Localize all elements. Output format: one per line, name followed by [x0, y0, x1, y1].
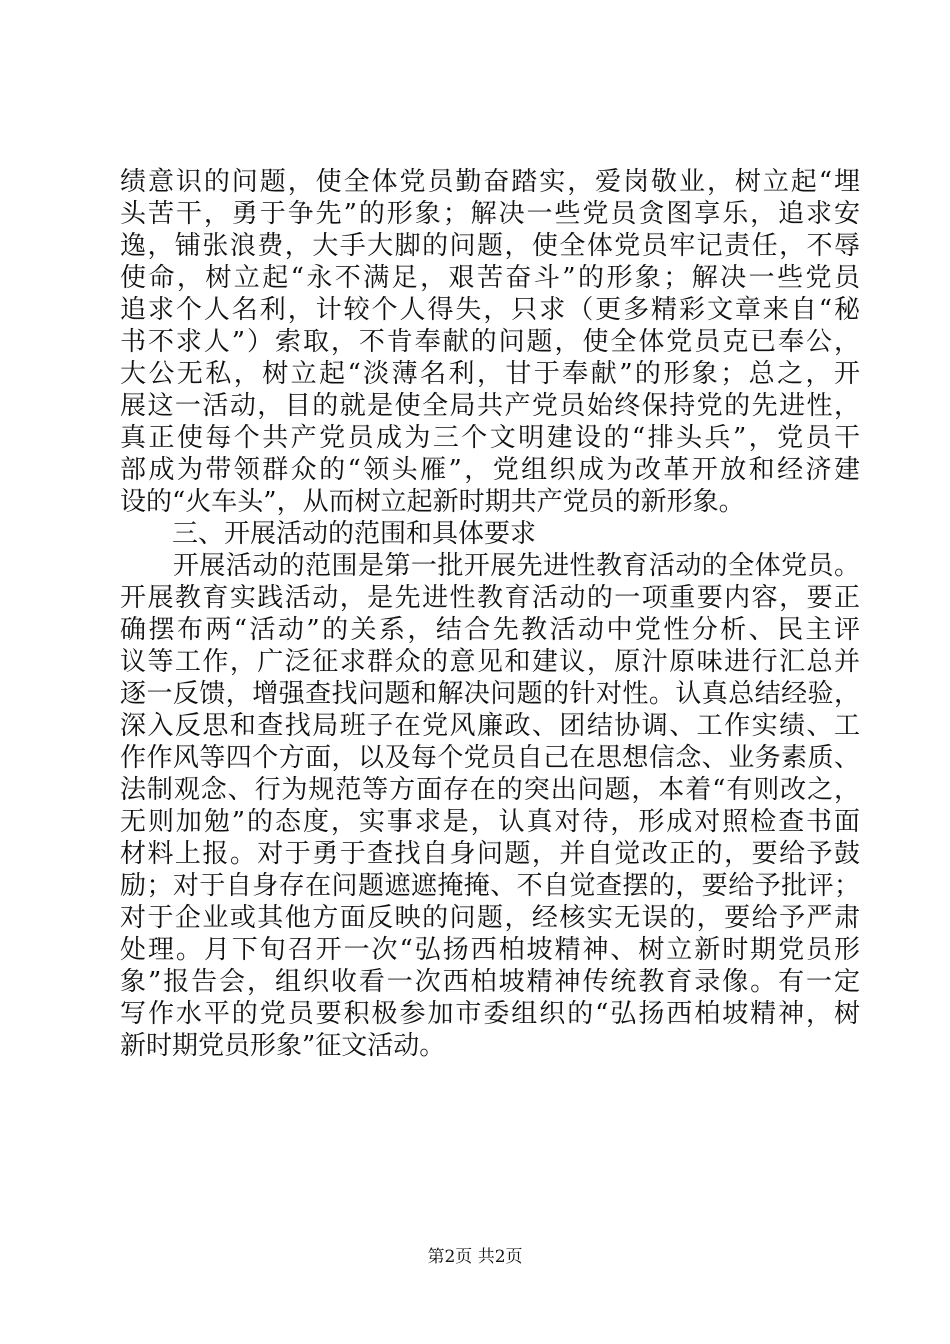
text-line: 励；对于自身存在问题遮遮掩掩、不自觉查摆的，要给予批评； [120, 871, 860, 901]
text-line: 开展教育实践活动，是先进性教育活动的一项重要内容，要正 [120, 583, 860, 613]
text-line: 头苦干，勇于争先”的形象；解决一些党员贪图享乐，追求安 [120, 199, 860, 229]
text-line: 确摆布两“活动”的关系，结合先教活动中党性分析、民主评 [120, 615, 860, 645]
text-line: 逐一反馈，增强查找问题和解决问题的针对性。认真总结经验， [120, 679, 860, 709]
text-line: 逸，铺张浪费，大手大脚的问题，使全体党员牢记责任，不辱 [120, 231, 860, 261]
text-line: 设的“火车头”，从而树立起新时期共产党员的新形象。 [120, 487, 745, 517]
text-line: 处理。月下旬召开一次“弘扬西柏坡精神、树立新时期党员形 [120, 935, 860, 965]
text-line: 对于企业或其他方面反映的问题，经核实无误的，要给予严肃 [120, 903, 860, 933]
body-text [120, 166, 860, 1062]
text-line: 议等工作，广泛征求群众的意见和建议，原汁原味进行汇总并 [120, 647, 860, 677]
text-line: 开展活动的范围是第一批开展先进性教育活动的全体党员。 [120, 551, 860, 581]
text-line: 法制观念、行为规范等方面存在的突出问题，本着“有则改之， [120, 775, 860, 805]
text-line: 展这一活动，目的就是使全局共产党员始终保持党的先进性， [120, 391, 860, 421]
text-line: 写作水平的党员要积极参加市委组织的“弘扬西柏坡精神，树 [120, 999, 860, 1029]
text-line: 追求个人名利，计较个人得失，只求（更多精彩文章来自“秘 [120, 295, 860, 325]
text-line: 象”报告会，组织收看一次西柏坡精神传统教育录像。有一定 [120, 967, 860, 997]
text-line: 作作风等四个方面，以及每个党员自己在思想信念、业务素质、 [120, 743, 860, 773]
text-line: 绩意识的问题，使全体党员勤奋踏实，爱岗敬业，树立起“埋 [120, 167, 860, 197]
text-line: 材料上报。对于勇于查找自身问题，并自觉改正的，要给予鼓 [120, 839, 860, 869]
text-line: 部成为带领群众的“领头雁”，党组织成为改革开放和经济建 [120, 455, 860, 485]
text-line: 使命，树立起“永不满足，艰苦奋斗”的形象；解决一些党员 [120, 263, 860, 293]
text-line: 书不求人”）索取，不肯奉献的问题，使全体党员克已奉公， [120, 327, 860, 357]
text-line: 无则加勉”的态度，实事求是，认真对待，形成对照检查书面 [120, 807, 860, 837]
text-line: 深入反思和查找局班子在党风廉政、团结协调、工作实绩、工 [120, 711, 860, 741]
text-line: 真正使每个共产党员成为三个文明建设的“排头兵”，党员干 [120, 423, 860, 453]
text-line: 大公无私，树立起“淡薄名利，甘于奉献”的形象；总之，开 [120, 359, 860, 389]
text-line: 新时期党员形象”征文活动。 [120, 1031, 446, 1061]
page-footer: 第2页 共2页 [427, 1247, 523, 1267]
section-heading: 三、开展活动的范围和具体要求 [120, 519, 537, 549]
